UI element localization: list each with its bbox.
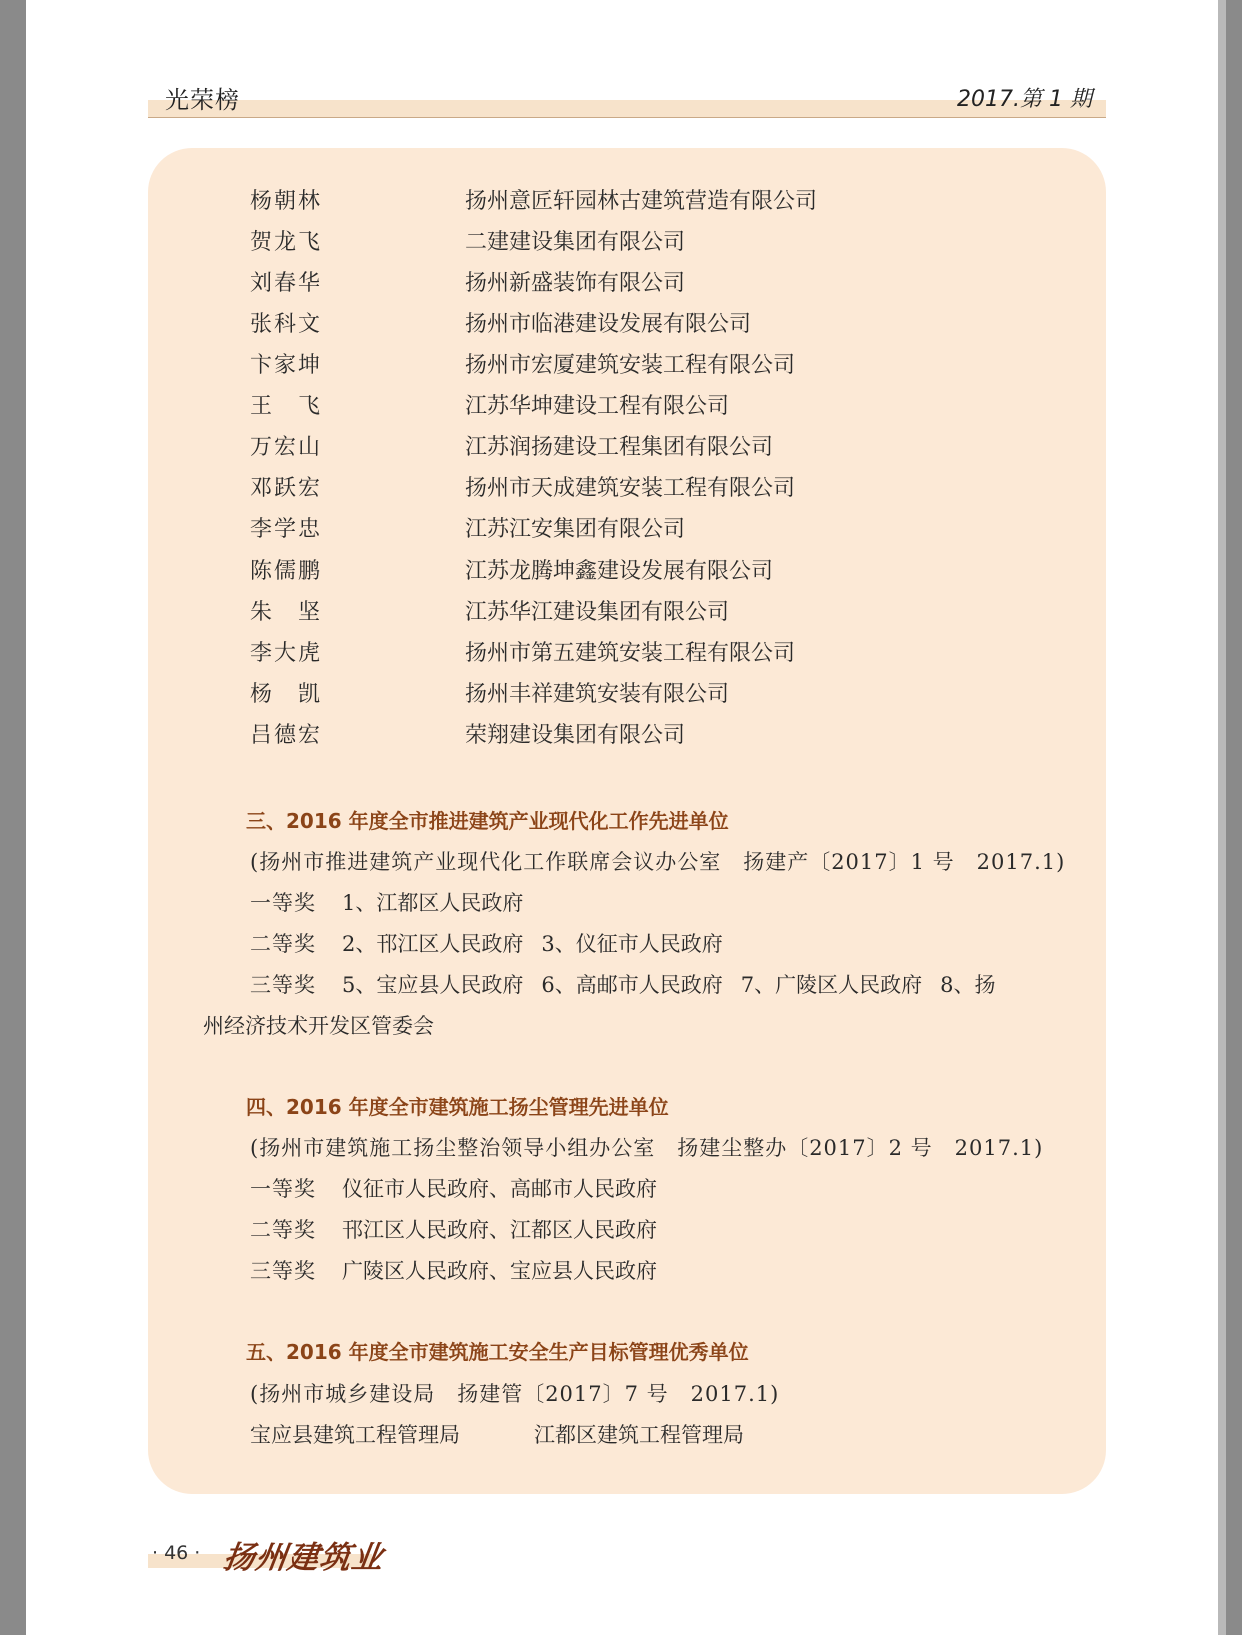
company-name: 江苏华坤建设工程有限公司 xyxy=(465,394,730,419)
list-item xyxy=(250,430,1070,464)
award-row xyxy=(250,1255,657,1285)
company-name: 扬州丰祥建筑安装有限公司 xyxy=(465,682,730,707)
award-row xyxy=(250,887,523,917)
award-label: 三等奖 xyxy=(250,973,316,997)
person-name: 张科文 xyxy=(250,312,323,337)
award-row xyxy=(250,969,996,999)
award-unit: 1、江都区人民政府 xyxy=(342,891,524,915)
section-4-source: (扬州市建筑施工扬尘整治领导小组办公室 扬建尘整办〔2017〕2 号 2017.1) xyxy=(250,1136,1044,1160)
person-name: 贺龙飞 xyxy=(250,230,323,255)
person-name: 李大虎 xyxy=(250,641,323,666)
page-number: · 46 · xyxy=(152,1542,201,1564)
list-item xyxy=(250,225,1070,259)
company-name: 江苏江安集团有限公司 xyxy=(465,517,686,542)
person-name: 卞家坤 xyxy=(250,353,323,378)
person-name: 王 飞 xyxy=(250,394,323,419)
award-label: 二等奖 xyxy=(250,1218,316,1242)
award-continuation: 州经济技术开发区管委会 xyxy=(203,1014,434,1038)
company-name: 扬州市第五建筑安装工程有限公司 xyxy=(465,641,796,666)
award-row xyxy=(250,1173,657,1203)
magazine-logo: 扬州建筑业 xyxy=(220,1540,387,1576)
person-name: 杨朝林 xyxy=(250,189,323,214)
list-item xyxy=(250,348,1070,382)
section-4-title: 四、2016 年度全市建筑施工扬尘管理先进单位 xyxy=(246,1095,669,1119)
section-5-source: (扬州市城乡建设局 扬建管〔2017〕7 号 2017.1) xyxy=(250,1382,780,1406)
company-name: 扬州意匠轩园林古建筑营造有限公司 xyxy=(465,189,818,214)
page-edge xyxy=(1218,0,1226,1635)
award-label: 三等奖 xyxy=(250,1259,316,1283)
company-name: 荣翔建设集团有限公司 xyxy=(465,723,686,748)
unit-name: 江都区建筑工程管理局 xyxy=(534,1423,744,1447)
list-item xyxy=(250,512,1070,546)
unit-name: 宝应县建筑工程管理局 xyxy=(250,1423,460,1447)
section-heading: 光荣榜 xyxy=(165,86,240,114)
list-item xyxy=(250,554,1070,588)
person-name: 万宏山 xyxy=(250,435,323,460)
company-name: 扬州市宏厦建筑安装工程有限公司 xyxy=(465,353,796,378)
list-item xyxy=(250,677,1070,711)
award-row xyxy=(250,1214,657,1244)
award-unit: 广陵区人民政府、宝应县人民政府 xyxy=(342,1259,657,1283)
person-name: 朱 坚 xyxy=(250,600,323,625)
company-name: 扬州市临港建设发展有限公司 xyxy=(465,312,752,337)
award-unit: 3、仪征市人民政府 xyxy=(541,932,723,956)
award-label: 一等奖 xyxy=(250,1177,316,1201)
award-label: 二等奖 xyxy=(250,932,316,956)
section-3-title: 三、2016 年度全市推进建筑产业现代化工作先进单位 xyxy=(246,809,729,833)
award-unit: 6、高邮市人民政府 xyxy=(541,973,723,997)
award-unit: 5、宝应县人民政府 xyxy=(342,973,524,997)
unit-row xyxy=(250,1419,744,1449)
list-item xyxy=(250,266,1070,300)
award-label: 一等奖 xyxy=(250,891,316,915)
list-item xyxy=(250,471,1070,505)
award-row xyxy=(250,928,723,958)
issue-label: 2017.第 1 期 xyxy=(957,87,1092,112)
person-name: 杨 凯 xyxy=(250,682,323,707)
company-name: 江苏龙腾坤鑫建设发展有限公司 xyxy=(465,559,774,584)
list-item xyxy=(250,307,1070,341)
section-5-title: 五、2016 年度全市建筑施工安全生产目标管理优秀单位 xyxy=(246,1340,749,1364)
company-name: 江苏润扬建设工程集团有限公司 xyxy=(465,435,774,460)
person-name: 李学忠 xyxy=(250,517,323,542)
company-name: 扬州新盛装饰有限公司 xyxy=(465,271,686,296)
person-name: 陈儒鹏 xyxy=(250,559,323,584)
award-unit: 8、扬 xyxy=(940,973,996,997)
person-name: 吕德宏 xyxy=(250,723,323,748)
list-item xyxy=(250,389,1070,423)
company-name: 二建建设集团有限公司 xyxy=(465,230,686,255)
section-3-source: (扬州市推进建筑产业现代化工作联席会议办公室 扬建产〔2017〕1 号 2017.1) xyxy=(250,850,1066,874)
list-item xyxy=(250,595,1070,629)
header-rule xyxy=(148,117,1106,118)
award-unit: 2、邗江区人民政府 xyxy=(342,932,524,956)
company-name: 扬州市天成建筑安装工程有限公司 xyxy=(465,476,796,501)
company-name: 江苏华江建设集团有限公司 xyxy=(465,600,730,625)
list-item xyxy=(250,636,1070,670)
award-unit: 邗江区人民政府、江都区人民政府 xyxy=(342,1218,657,1242)
list-item xyxy=(250,718,1070,752)
person-name: 刘春华 xyxy=(250,271,323,296)
list-item xyxy=(250,184,1070,218)
person-name: 邓跃宏 xyxy=(250,476,323,501)
award-unit: 7、广陵区人民政府 xyxy=(740,973,923,997)
award-unit: 仪征市人民政府、高邮市人民政府 xyxy=(342,1177,657,1201)
